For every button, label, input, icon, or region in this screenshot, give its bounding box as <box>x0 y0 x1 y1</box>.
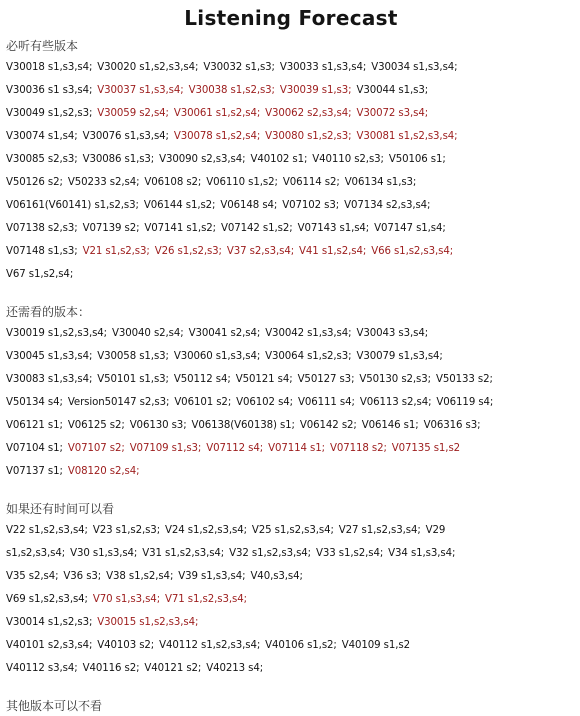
version-entry-highlighted: V30039 s1,s3; <box>279 85 352 96</box>
version-entry: V50127 s3; <box>297 374 355 385</box>
version-entry: V30074 s1,s4; <box>6 131 78 142</box>
section-body <box>6 519 576 680</box>
version-entry: V06134 s1,s3; <box>344 177 417 188</box>
version-line <box>6 345 576 368</box>
section-gap <box>6 680 576 692</box>
version-entry: V50233 s2,s4; <box>67 177 140 188</box>
version-line <box>6 519 576 542</box>
document-page <box>0 4 580 712</box>
version-entry: V06161(V60141) s1,s2,s3; <box>6 200 139 211</box>
version-entry: V40110 s2,s3; <box>312 154 384 165</box>
version-entry: V24 s1,s2,s3,s4; <box>165 525 247 536</box>
version-entry: V40102 s1; <box>250 154 308 165</box>
version-entry: V07102 s3; <box>282 200 340 211</box>
version-entry-highlighted: V07107 s2; <box>67 443 125 454</box>
version-line <box>6 542 576 565</box>
version-entry-highlighted: V26 s1,s2,s3; <box>154 246 222 257</box>
version-entry: V30064 s1,s2,s3; <box>265 351 352 362</box>
version-line <box>6 125 576 148</box>
version-line <box>6 368 576 391</box>
version-entry-highlighted: V66 s1,s2,s3,s4; <box>371 246 454 257</box>
version-entry: V67 s1,s2,s4; <box>6 269 74 280</box>
version-entry: V29 <box>425 525 446 536</box>
version-entry: V06110 s1,s2; <box>206 177 278 188</box>
version-line <box>6 565 576 588</box>
version-entry: V30090 s2,s3,s4; <box>159 154 246 165</box>
version-entry: V30083 s1,s3,s4; <box>6 374 93 385</box>
version-line <box>6 171 576 194</box>
version-entry: V40109 s1,s2 <box>341 640 410 651</box>
version-line <box>6 634 576 657</box>
version-entry-highlighted: V71 s1,s2,s3,s4; <box>165 594 247 605</box>
version-entry: V40121 s2; <box>144 663 202 674</box>
version-entry-highlighted: V08120 s2,s4; <box>67 466 140 477</box>
version-entry: V30044 s1,s3; <box>356 85 429 96</box>
version-entry-highlighted: V30078 s1,s2,s4; <box>173 131 261 142</box>
version-entry: V06316 s3; <box>423 420 481 431</box>
version-entry: V30085 s2,s3; <box>6 154 78 165</box>
version-entry: V07143 s1,s4; <box>297 223 370 234</box>
version-entry-highlighted: V30080 s1,s2,s3; <box>265 131 352 142</box>
version-entry: V50112 s4; <box>173 374 231 385</box>
version-entry: V31 s1,s2,s3,s4; <box>142 548 225 559</box>
version-entry: V06146 s1; <box>361 420 419 431</box>
version-line <box>6 148 576 171</box>
version-entry: V40112 s1,s2,s3,s4; <box>159 640 261 651</box>
version-entry: V07142 s1,s2; <box>221 223 293 234</box>
version-line <box>6 56 576 79</box>
version-entry-highlighted: V41 s1,s2,s4; <box>299 246 367 257</box>
version-entry: V07137 s1; <box>6 466 63 477</box>
version-entry-highlighted: V30081 s1,s2,s3,s4; <box>356 131 458 142</box>
version-entry: V06148 s4; <box>220 200 278 211</box>
version-entry: V50134 s4; <box>6 397 63 408</box>
version-entry: V06101 s2; <box>174 397 232 408</box>
version-entry: V07139 s2; <box>82 223 140 234</box>
version-entry-highlighted: V30061 s1,s2,s4; <box>173 108 261 119</box>
version-line <box>6 437 576 460</box>
version-line <box>6 217 576 240</box>
version-entry: V30019 s1,s2,s3,s4; <box>6 328 108 339</box>
section-heading: 如果还有时间可以看 <box>6 502 115 516</box>
version-entry: V40103 s2; <box>97 640 155 651</box>
version-entry: V39 s1,s3,s4; <box>178 571 246 582</box>
version-entry-highlighted: V07135 s1,s2 <box>391 443 461 454</box>
version-entry: V30076 s1,s3,s4; <box>82 131 169 142</box>
version-line <box>6 460 576 483</box>
version-entry: V27 s1,s2,s3,s4; <box>338 525 421 536</box>
version-entry: V30020 s1,s2,s3,s4; <box>97 62 199 73</box>
version-entry: V30049 s1,s2,s3; <box>6 108 93 119</box>
version-entry: V07141 s1,s2; <box>144 223 216 234</box>
version-entry: V30040 s2,s4; <box>112 328 184 339</box>
version-entry: Version50147 s2,s3; <box>67 397 170 408</box>
version-entry: V06144 s1,s2; <box>143 200 216 211</box>
version-entry-highlighted: V37 s2,s3,s4; <box>226 246 295 257</box>
version-entry: V06142 s2; <box>299 420 357 431</box>
version-entry-highlighted: V30015 s1,s2,s3,s4; <box>97 617 199 628</box>
version-entry-highlighted: V30038 s1,s2,s3; <box>188 85 275 96</box>
version-line <box>6 391 576 414</box>
version-entry: V50121 s4; <box>235 374 293 385</box>
version-entry: V30036 s1 s3,s4; <box>6 85 93 96</box>
section-body <box>6 56 576 286</box>
version-entry: V06125 s2; <box>67 420 125 431</box>
version-entry: V40213 s4; <box>206 663 264 674</box>
version-entry: V36 s3; <box>63 571 102 582</box>
version-entry: V25 s1,s2,s3,s4; <box>251 525 334 536</box>
version-entry: V40112 s3,s4; <box>6 663 78 674</box>
version-entry: V34 s1,s3,s4; <box>388 548 456 559</box>
version-entry: V30 s1,s3,s4; <box>70 548 138 559</box>
version-entry-highlighted: V70 s1,s3,s4; <box>92 594 161 605</box>
version-entry: V50101 s1,s3; <box>97 374 169 385</box>
version-entry: V06114 s2; <box>282 177 340 188</box>
version-entry: V22 s1,s2,s3,s4; <box>6 525 88 536</box>
version-entry-highlighted: V07118 s2; <box>329 443 387 454</box>
version-entry-highlighted: V30072 s3,s4; <box>356 108 429 119</box>
version-entry: V50106 s1; <box>388 154 446 165</box>
version-entry: V30014 s1,s2,s3; <box>6 617 93 628</box>
version-entry: V30041 s2,s4; <box>188 328 261 339</box>
version-entry: V23 s1,s2,s3; <box>92 525 161 536</box>
version-entry: V50126 s2; <box>6 177 63 188</box>
version-entry-highlighted: V30062 s2,s3,s4; <box>265 108 352 119</box>
version-entry: V40116 s2; <box>82 663 140 674</box>
version-entry: V33 s1,s2,s4; <box>316 548 384 559</box>
version-entry: V30043 s3,s4; <box>356 328 429 339</box>
version-line <box>6 611 576 634</box>
section-heading: 必听有些版本 <box>6 39 79 53</box>
section-heading: 还需看的版本： <box>6 305 91 319</box>
version-entry: V30079 s1,s3,s4; <box>356 351 443 362</box>
version-entry: V32 s1,s2,s3,s4; <box>229 548 312 559</box>
version-entry: V30060 s1,s3,s4; <box>173 351 261 362</box>
version-entry: V50130 s2,s3; <box>359 374 431 385</box>
version-entry: s1,s2,s3,s4; <box>6 548 66 559</box>
version-entry: V35 s2,s4; <box>6 571 59 582</box>
version-entry: V06130 s3; <box>129 420 187 431</box>
section-gap <box>6 286 576 298</box>
version-entry-highlighted: V07114 s1; <box>268 443 325 454</box>
version-entry: V69 s1,s2,s3,s4; <box>6 594 88 605</box>
section-heading: 其他版本可以不看 <box>6 699 103 713</box>
version-entry: V06111 s4; <box>298 397 355 408</box>
version-line <box>6 588 576 611</box>
version-entry: V30042 s1,s3,s4; <box>265 328 352 339</box>
version-entry: V06138(V60138) s1; <box>191 420 295 431</box>
sections-container <box>6 36 576 716</box>
version-entry-highlighted: V07112 s4; <box>206 443 264 454</box>
version-entry: V30045 s1,s3,s4; <box>6 351 93 362</box>
version-entry: V06113 s2,s4; <box>359 397 432 408</box>
version-entry: V30086 s1,s3; <box>82 154 155 165</box>
version-entry: V06119 s4; <box>436 397 494 408</box>
version-entry: V06102 s4; <box>236 397 293 408</box>
version-entry: V40106 s1,s2; <box>265 640 337 651</box>
version-entry: V30058 s1,s3; <box>97 351 169 362</box>
version-entry: V30032 s1,s3; <box>203 62 275 73</box>
version-entry-highlighted: V07109 s1,s3; <box>129 443 202 454</box>
version-line <box>6 194 576 217</box>
version-entry: V30033 s1,s3,s4; <box>279 62 367 73</box>
section-gap <box>6 483 576 495</box>
version-line <box>6 414 576 437</box>
version-entry: V50133 s2; <box>435 374 493 385</box>
version-line <box>6 240 576 263</box>
version-entry: V40101 s2,s3,s4; <box>6 640 93 651</box>
version-line <box>6 102 576 125</box>
version-entry: V07138 s2,s3; <box>6 223 78 234</box>
version-line <box>6 322 576 345</box>
page-title: Listening Forecast <box>184 6 398 30</box>
version-entry: V40,s3,s4; <box>250 571 303 582</box>
section-body <box>6 322 576 483</box>
version-line <box>6 657 576 680</box>
version-entry: V07147 s1,s4; <box>374 223 446 234</box>
version-entry-highlighted: V30037 s1,s3,s4; <box>97 85 184 96</box>
version-entry: V38 s1,s2,s4; <box>106 571 174 582</box>
version-line <box>6 79 576 102</box>
version-entry: V30018 s1,s3,s4; <box>6 62 93 73</box>
version-entry: V07148 s1,s3; <box>6 246 78 257</box>
version-entry-highlighted: V21 s1,s2,s3; <box>82 246 150 257</box>
version-entry: V30034 s1,s3,s4; <box>371 62 458 73</box>
version-entry: V07104 s1; <box>6 443 63 454</box>
version-entry: V07134 s2,s3,s4; <box>344 200 431 211</box>
version-entry: V06121 s1; <box>6 420 63 431</box>
version-entry: V06108 s2; <box>144 177 202 188</box>
version-entry-highlighted: V30059 s2,s4; <box>97 108 169 119</box>
version-line <box>6 263 576 286</box>
